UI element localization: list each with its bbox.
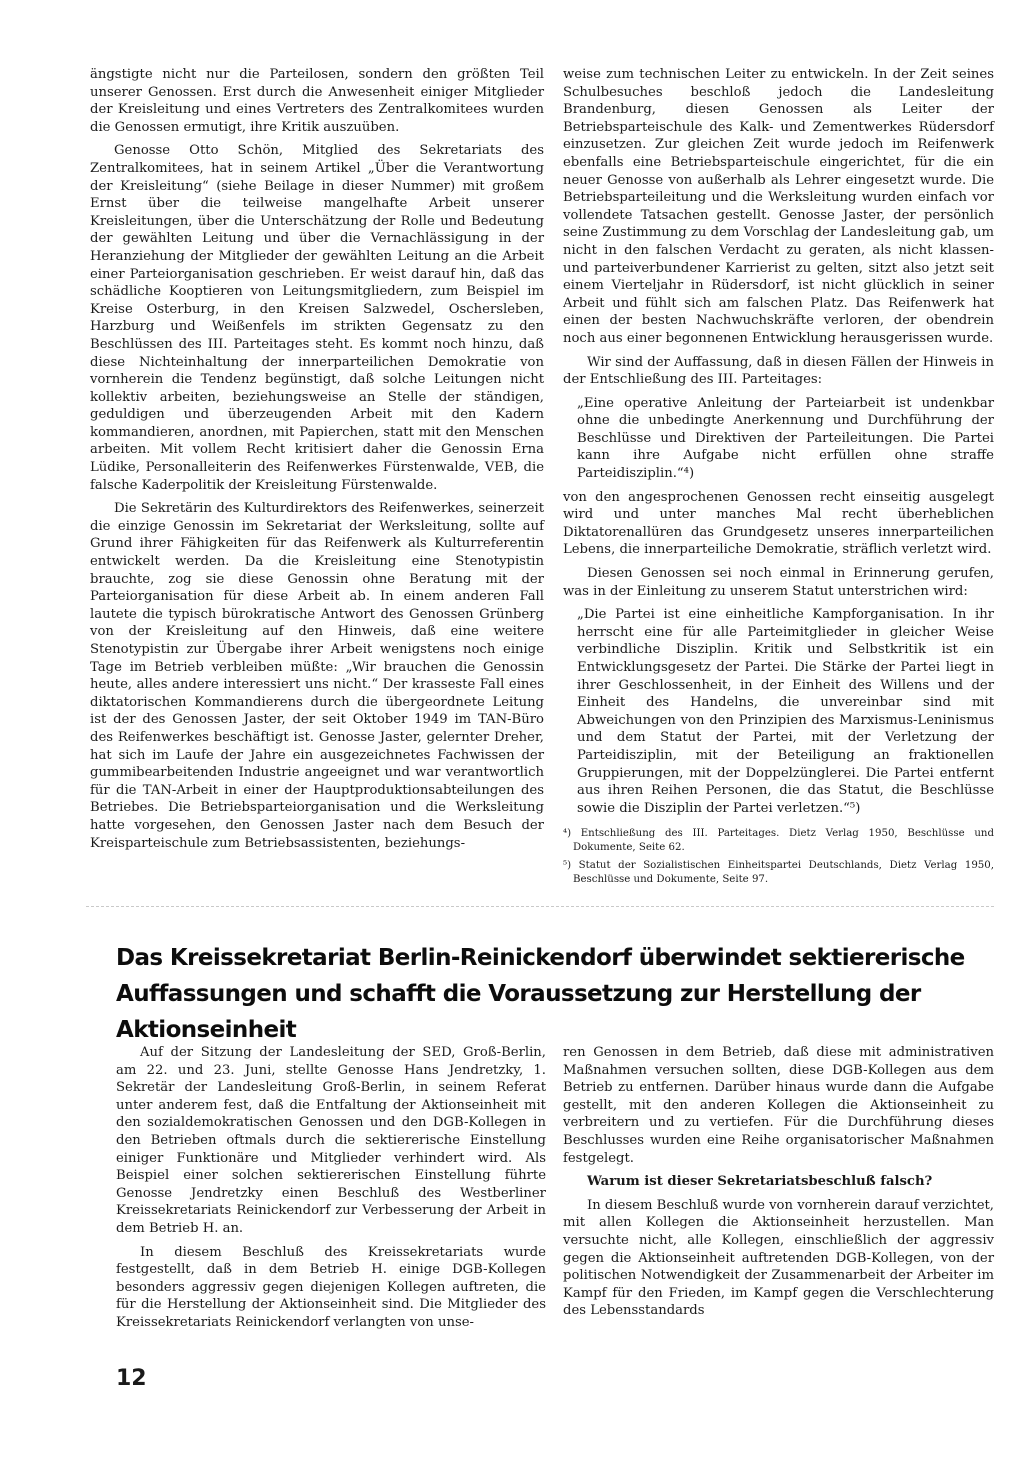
article1-column-left	[90, 66, 544, 858]
paragraph: Die Sekretärin des Kulturdirektors des Reifenwerkes, seinerzeit die einzige Genossin im Sekretariat der Werksleitung, sollte auf Grund ihrer Fähigkeiten für das Reifenwerk als Kulturreferentin entwickelt werden. Da die Kreisleitung eine Stenotypistin brauchte, zog sie diese Genossin ohne Beratung mit der Parteiorganisation für diese Arbeit ab. In einem anderen Fall lautete die typisch bürokratische Antwort des Genossen Grünberg von der Kreisleitung auf den Hinweis, daß eine weitere Stenotypistin zur Übergabe ihrer Arbeit wenigstens noch einige Tage im Betrieb verbleiben müßte: „Wir brauchen die Genossin heute, alles andere interessiert uns nicht.“ Der krasseste Fall eines diktatorischen Kommandierens durch die übergeordnete Leitung ist der des Genossen Jaster, der seit Oktober 1949 im TAN-Büro des Reifenwerkes beschäftigt ist. Genosse Jaster, gelernter Dreher, hat sich im Laufe der Jahre ein ausgezeichnetes Fachwissen der gummibearbeitenden Industrie angeeignet und war verantwortlich für die TAN-Arbeit in einer der Hauptproduktionsabteilungen des Betriebes. Die Betriebsparteiorganisation und die Werksleitung hatte vorgesehen, den Genossen Jaster nach dem Besuch der Kreisparteischule zum Betriebsassistenten, beziehungs-	[90, 501, 544, 851]
footnote: ⁵) Statut der Sozialistischen Einheitspartei Deutschlands, Dietz Verlag 1950, Beschlüsse und Dokumente, Seite 97.	[563, 860, 994, 886]
quote-text: „Die Partei ist eine einheitliche Kampforganisation. In ihr herrscht eine für alle Parteimitglieder in gleicher Weise verbindliche Disziplin. Kritik und Selbstkritik ist ein Entwicklungsgesetz der Partei. Die Stärke der Partei liegt in ihrer Geschlossenheit, in der Einheit des Willens und der Einheit des Handelns, die unvereinbar sind mit Abweichungen von den Prinzipien des Marxismus-Leninismus und dem Statut der Partei, mit der Verletzung der Parteidisziplin, mit der Beteiligung an fraktionellen Gruppierungen, mit der Doppelzünglerei. Die Partei entfernt aus ihren Reihen Personen, die das Statut, die Beschlüsse sowie die Disziplin der Partei verletzen.“⁵)	[577, 607, 994, 816]
article2-column-left	[116, 1044, 546, 1338]
page-number: 12	[116, 1366, 147, 1391]
paragraph: weise zum technischen Leiter zu entwickeln. In der Zeit seines Schulbesuches beschloß jedoch die Landesleitung Brandenburg, diesen Genossen als Leiter der Betriebsparteischule des Kalk- und Zementwerkes Rüdersdorf einzusetzen. Zur gleichen Zeit wurde jedoch im Reifenwerk ebenfalls eine Betriebsparteischule eingerichtet, für die ein neuer Genosse von außerhalb als Lehrer eingesetzt wurde. Die Betriebsparteileitung und die Werksleitung wurden einfach vor vollendete Tatsachen gestellt. Genosse Jaster, der persönlich seine Zustimmung zu dem Vorschlag der Landesleitung gab, um nicht in den falschen Verdacht zu geraten, als nicht klassen- und parteiverbundener Karrierist zu gelten, sitzt also jetzt seit einem Vierteljahr in Rüdersdorf, ist nicht glücklich in seiner Arbeit und fühlt sich am falschen Platz. Das Reifenwerk hat einen der besten Nachwuchskräfte verloren, der obendrein noch aus einer begonnenen Entwicklung herausgerissen wurde.	[563, 67, 994, 346]
paragraph: In diesem Beschluß wurde von vornherein darauf verzichtet, mit allen Kollegen die Aktionseinheit herzustellen. Man versuchte nicht, alle Kollegen, einschließlich der aggressiv gegen die Aktionseinheit auftretenden DGB-Kollegen, von der politischen Notwendigkeit der Zusammenarbeit der Arbeiter im Kampf für den Frieden, im Kampf gegen die Verschlechterung des Lebensstandards	[563, 1197, 994, 1319]
quote-text: „Eine operative Anleitung der Parteiarbeit ist undenkbar ohne die unbedingte Anerkennung und Durchführung der Beschlüsse und Direktiven der Parteileitungen. Die Partei kann ihre Aufgabe nicht erfüllen ohne straffe Parteidisziplin.“⁴)	[577, 395, 994, 482]
footnotes	[563, 827, 994, 887]
quotation	[577, 395, 994, 483]
paragraph: Diesen Genossen sei noch einmal in Erinnerung gerufen, was in der Einleitung zu unserem Statut unterstrichen wird:	[563, 566, 994, 599]
paragraph: Genosse Otto Schön, Mitglied des Sekretariats des Zentralkomitees, hat in seinem Artikel „Über die Verantwortung der Kreisleitung“ (siehe Beilage in dieser Nummer) mit großem Ernst über die teilweise mangelhafte Arbeit unserer Kreisleitungen, über die Unterschätzung der Rolle und Bedeutung der gewählten Leitung und über die Vernachlässigung in der Heranziehung der Mitglieder der gewählten Leitung an die Arbeit einer Parteiorganisation geschrieben. Er weist darauf hin, daß das schädliche Kooptieren von Leitungsmitgliedern, zum Beispiel im Kreise Osterburg, in den Kreisen Salzwedel, Oschersleben, Harzburg und Weißenfels im strikten Gegensatz zu den Beschlüssen des III. Parteitages steht. Es kommt noch hinzu, daß diese Nichteinhaltung der innerparteilichen Demokratie von vornherein die Tendenz begünstigt, daß solche Leitungen nicht kollektiv arbeiten, beziehungsweise an Stelle der ständigen, geduldigen und überzeugenden Arbeit mit den Kadern kommandieren, anordnen, mit Papierchen, statt mit den Menschen arbeiten. Mit vollem Recht kritisiert daher die Genossin Erna Lüdike, Personalleiterin des Reifenwerkes Fürstenwalde, VEB, die falsche Kaderpolitik der Kreisleitung Fürstenwalde.	[90, 143, 544, 493]
article-headline: Das Kreissekretariat Berlin-Reinickendorf überwindet sektiererische Auffassungen und schafft die Voraussetzung zur Herstellung der Aktionseinheit	[116, 945, 965, 1043]
paragraph: In diesem Beschluß des Kreissekretariats wurde festgestellt, daß in dem Betrieb H. einige DGB-Kollegen besonders aggressiv gegen diejenigen Kollegen auftreten, die für die Herstellung der Aktionseinheit sind. Die Mitglieder des Kreissekretariats Reinickendorf verlangten von unse-	[116, 1244, 546, 1330]
quotation	[577, 606, 994, 817]
paragraph: ren Genossen in dem Betrieb, daß diese mit administrativen Maßnahmen versuchen sollten, diese DGB-Kollegen aus dem Betrieb zu entfernen. Darüber hinaus wurde dann die Aufgabe gestellt, mit den anderen Kollegen die Aktionseinheit zu verbreitern und zu vertiefen. Für die Durchführung dieses Beschlusses wurden eine Reihe organisatorischer Maßnahmen festgelegt.	[563, 1045, 994, 1166]
paragraph: Auf der Sitzung der Landesleitung der SED, Groß-Berlin, am 22. und 23. Juni, stellte Genosse Hans Jendretzky, 1. Sekretär der Landesleitung Groß-Berlin, in seinem Referat unter anderem fest, daß die Entfaltung der Aktionseinheit mit den sozialdemokratischen Genossen und den DGB-Kollegen in den Betrieben oftmals durch die sektiererische Einstellung einiger Funktionäre und Mitglieder verhindert wird. Als Beispiel einer solchen sektiererischen Einstellung führte Genosse Jendretzky einen Beschluß des Westberliner Kreissekretariats Reinickendorf zur Verbesserung der Arbeit in dem Betrieb H. an.	[116, 1045, 546, 1236]
footnote: ⁴) Entschließung des III. Parteitages. Dietz Verlag 1950, Beschlüsse und Dokumente, Seite 62.	[563, 828, 994, 854]
paragraph: ängstigte nicht nur die Parteilosen, sondern den größten Teil unserer Genossen. Erst durch die Anwesenheit einiger Mitglieder der Kreisleitung und eines Vertreters des Zentralkomitees wurden die Genossen ermutigt, ihre Kritik auszuüben.	[90, 67, 544, 135]
paragraph: Wir sind der Auffassung, daß in diesen Fällen der Hinweis in der Entschließung des III. Parteitages:	[563, 354, 994, 388]
article1-column-right	[563, 66, 994, 891]
section-subheading: Warum ist dieser Sekretariatsbeschluß falsch?	[587, 1174, 933, 1190]
article2-column-right	[563, 1044, 994, 1326]
section-divider	[86, 906, 994, 907]
paragraph: von den angesprochenen Genossen recht einseitig ausgelegt wird und unter manches Mal recht überheblichen Diktatorenallüren das Grundgesetz unseres innerparteilichen Lebens, die innerparteiliche Demokratie, sträflich verletzt wird.	[563, 489, 994, 558]
